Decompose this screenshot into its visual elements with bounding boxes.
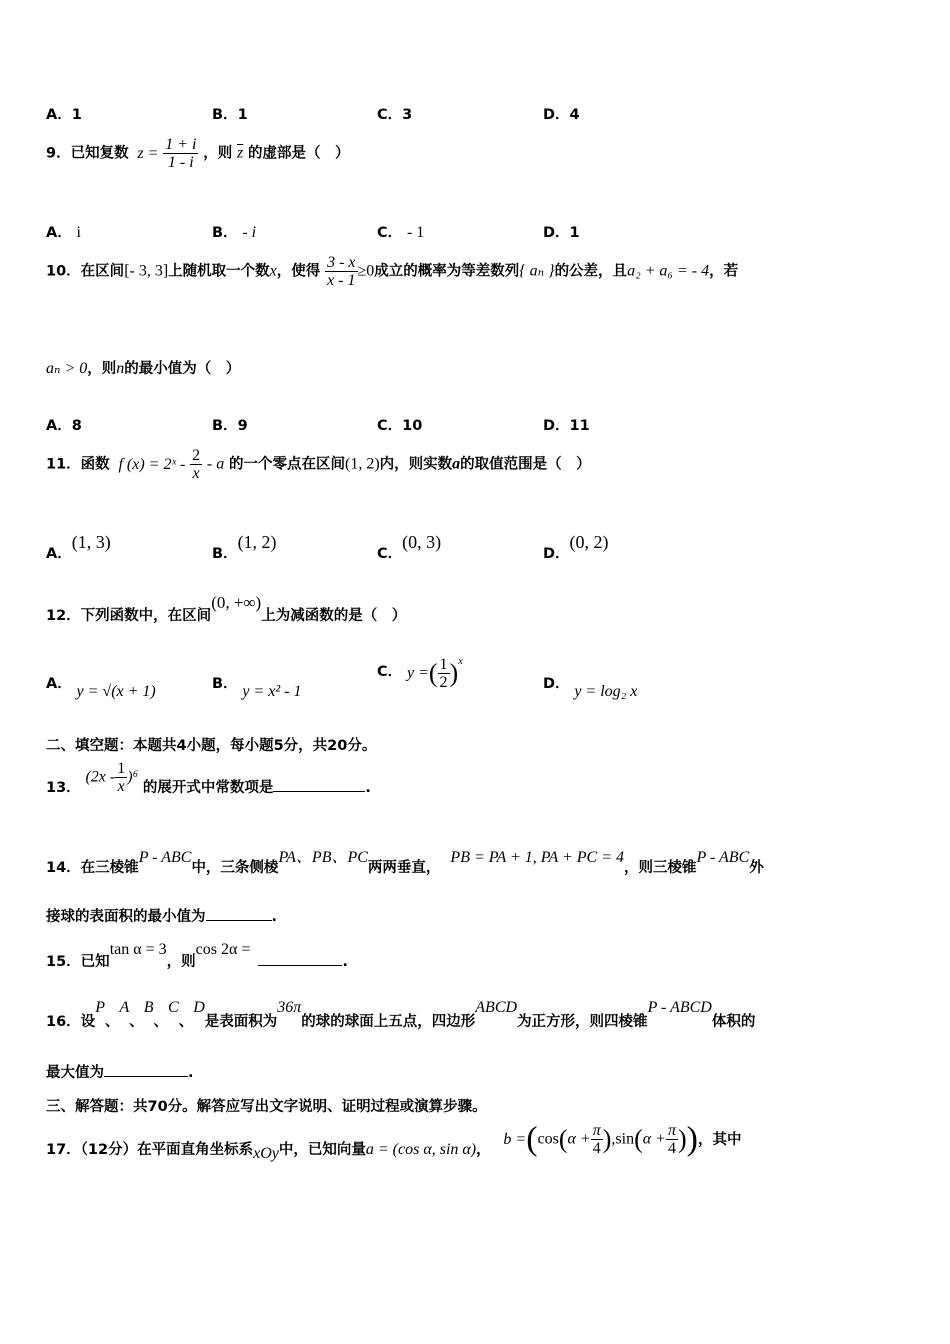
q10-option-b: B．9 — [212, 418, 248, 434]
q8-option-c: C．3 — [377, 107, 413, 123]
question-16: 16．设P、A、B、C、D是表面积为36π的球的球面上五点，四边形ABCD为正方形，则四棱锥P - ABCD体积的 — [46, 999, 756, 1030]
question-9: 9．已知复数 z = $\frac{1 + i}{1 - i}$ ，则 $\overline{z}$ 的虚部是（ ） — [46, 136, 350, 171]
question-14-line2: 接球的表面积的最小值为 . — [46, 905, 277, 926]
q10-option-a: A．8 — [46, 418, 82, 434]
q12-option-c: C． y =( $\frac{1}{2}$ )$^x$ — [377, 656, 463, 691]
q14-answer-blank[interactable] — [206, 906, 272, 921]
q12-option-d: D． y = log₂ x — [543, 676, 638, 700]
q8-option-b: B．1 — [212, 107, 248, 123]
q15-answer-blank[interactable] — [258, 951, 342, 966]
q13-answer-blank[interactable] — [273, 777, 365, 792]
q12-option-a: A． y = √(x + 1) — [46, 676, 156, 700]
q8-option-d: D．4 — [543, 107, 580, 123]
question-12: 12．下列函数中，在区间(0, +∞)上为减函数的是（ ） — [46, 593, 407, 624]
q11-fraction: $\frac{2}{x}$ — [192, 447, 201, 482]
q11-option-a: A．(1, 3) — [46, 532, 111, 562]
q11-option-d: D．(0, 2) — [543, 532, 609, 562]
q9-option-c: C． - 1 — [377, 224, 425, 241]
q9-option-b: B． - i — [212, 224, 257, 241]
question-15: 15．已知tan α = 3，则cos 2α =. — [46, 941, 348, 970]
section-3-heading: 三、解答题：共70分。解答应写出文字说明、证明过程或演算步骤。 — [46, 1099, 487, 1115]
section-2-heading: 二、填空题：本题共4小题，每小题5分，共20分。 — [46, 738, 377, 754]
question-11: 11．函数 f (x) = 2ˣ - $\frac{2}{x}$ - a 的一个零点在区间(1, 2)内，则实数a的取值范围是（ ） — [46, 447, 591, 482]
q12-option-b: B． y = x² - 1 — [212, 676, 302, 700]
q11-option-b: B．(1, 2) — [212, 532, 277, 562]
q8-option-a: A．1 — [46, 107, 82, 123]
question-16-line2: 最大值为 . — [46, 1061, 194, 1082]
q9-option-a: A． i — [46, 224, 81, 241]
question-14: 14．在三棱锥P - ABC中，三条侧棱PA、PB、PC两两垂直，PB = PA + 1, PA + PC = 4，则三棱锥P - ABC外 — [46, 849, 764, 876]
q11-option-c: C．(0, 3) — [377, 532, 442, 562]
question-13: 13． (2x - $\frac{1}{x}$ )⁶ 的展开式中常数项是 . — [46, 760, 371, 796]
q10-option-d: D．11 — [543, 418, 590, 434]
q9-fraction: $\frac{1 + i}{1 - i}$ — [165, 136, 197, 171]
q16-answer-blank[interactable] — [104, 1062, 188, 1077]
q9-option-d: D．1 — [543, 225, 580, 241]
question-17: 17．（12分）在平面直角坐标系xOy中，已知向量a = (cos α, sin α)， b =(cos(α + $\frac{\pi}{4}$ ),sin(α + $\frac{\pi}{4}$ ))，其中 — [46, 1120, 742, 1162]
q10-option-c: C．10 — [377, 418, 423, 434]
question-10: 10．在区间[- 3, 3]上随机取一个数x，使得 $\frac{3 - x}{x - 1}$ ≥0成立的概率为等差数列{ aₙ }的公差，且a₂ + a₆ = - 4，若 — [46, 254, 739, 289]
question-10-line2: aₙ > 0，则n的最小值为（ ） — [46, 360, 241, 377]
q10-fraction: $\frac{3 - x}{x - 1}$ — [327, 254, 356, 289]
